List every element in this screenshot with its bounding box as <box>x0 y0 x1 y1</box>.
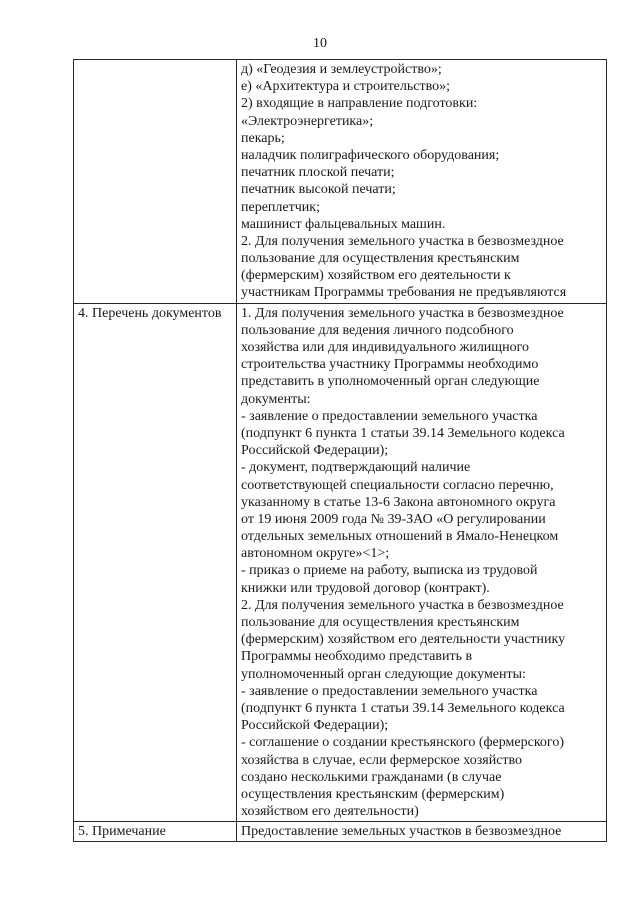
row-content-cell <box>237 303 607 822</box>
row-content-cell <box>237 60 607 304</box>
text-line: строительства участнику Программы необходимо <box>241 357 539 373</box>
text-line: - приказ о приеме на работу, выписка из трудовой <box>241 563 538 579</box>
text-line: пользование для осуществления крестьянским <box>241 251 520 267</box>
text-line: отдельных земельных отношений в Ямало-Ненецком <box>241 529 559 545</box>
text-line: Предоставление земельных участков в безвозмездное <box>241 824 562 840</box>
text-line: представить в уполномоченный орган следующие <box>241 374 540 390</box>
text-line: пользование для осуществления крестьянским <box>241 615 520 630</box>
text-line: создано несколькими гражданами (в случае <box>241 769 502 785</box>
text-line: - заявление о предоставлении земельного участка <box>241 408 538 424</box>
text-line: переплетчик; <box>241 199 320 215</box>
row-label-cell <box>74 822 237 842</box>
row-label <box>78 61 233 78</box>
text-line: машинист фальцевальных машин. <box>241 216 446 232</box>
text-line: соответствующей специальности согласно перечню, <box>241 477 554 493</box>
text-line: хозяйством его деятельности) <box>241 804 419 820</box>
text-line: «Электроэнергетика»; <box>241 113 374 129</box>
text-line: (фермерским) хозяйством его деятельности к <box>241 268 511 284</box>
table-row <box>74 822 607 842</box>
text-line: 2) входящие в направление подготовки: <box>241 96 478 112</box>
text-line: уполномоченный орган следующие документы: <box>241 666 526 682</box>
row-label-cell <box>74 303 237 822</box>
table-row <box>74 60 607 304</box>
text-line: (фермерским) хозяйством его деятельности участнику <box>241 632 566 648</box>
text-line: - документ, подтверждающий наличие <box>241 460 471 476</box>
text-line: е) «Архитектура и строительство»; <box>241 79 451 95</box>
text-line: автономном округе»<1>; <box>241 546 390 562</box>
text-line: наладчик полиграфического оборудования; <box>241 147 500 163</box>
text-line: пользование для ведения личного подсобного <box>241 322 514 338</box>
text-line: 1. Для получения земельного участка в безвозмездное <box>241 305 564 321</box>
text-line: документы: <box>241 391 311 407</box>
row-label-cell <box>74 60 237 304</box>
text-line: Программы необходимо представить в <box>241 649 473 665</box>
page-number: 10 <box>313 36 327 51</box>
text-line: книжки или трудовой договор (контракт). <box>241 580 490 596</box>
text-line: 2. Для получения земельного участка в безвозмездное <box>241 597 564 613</box>
text-line: пекарь; <box>241 130 285 146</box>
text-line: печатник высокой печати; <box>241 182 396 198</box>
row-label: 4. Перечень документов <box>78 305 222 321</box>
text-line: печатник плоской печати; <box>241 165 395 181</box>
text-line: - соглашение о создании крестьянского (фермерского) <box>241 735 564 751</box>
text-line: (подпункт 6 пункта 1 статьи 39.14 Земельного кодекса <box>241 425 565 441</box>
row-label: 5. Примечание <box>78 824 166 840</box>
text-line: 2. Для получения земельного участка в безвозмездное <box>241 233 564 249</box>
text-line: - заявление о предоставлении земельного участка <box>241 683 538 699</box>
text-line: от 19 июня 2009 года № 39-ЗАО «О регулировании <box>241 511 546 527</box>
text-line: участникам Программы требования не предъявляются <box>241 285 567 301</box>
text-line: д) «Геодезия и землеустройство»; <box>241 62 442 77</box>
text-line: Российской Федерации); <box>241 443 389 459</box>
text-line: хозяйства или для индивидуального жилищного <box>241 340 529 355</box>
document-table <box>73 59 607 842</box>
table-row <box>74 303 607 822</box>
row-content-cell <box>237 822 607 842</box>
text-line: осуществления крестьянским (фермерским) <box>241 786 505 802</box>
text-line: (подпункт 6 пункта 1 статьи 39.14 Земельного кодекса <box>241 700 565 716</box>
text-line: хозяйства в случае, если фермерское хозяйство <box>241 752 523 768</box>
text-line: указанному в статье 13-6 Закона автономного округа <box>241 494 556 510</box>
text-line: Российской Федерации); <box>241 718 389 734</box>
